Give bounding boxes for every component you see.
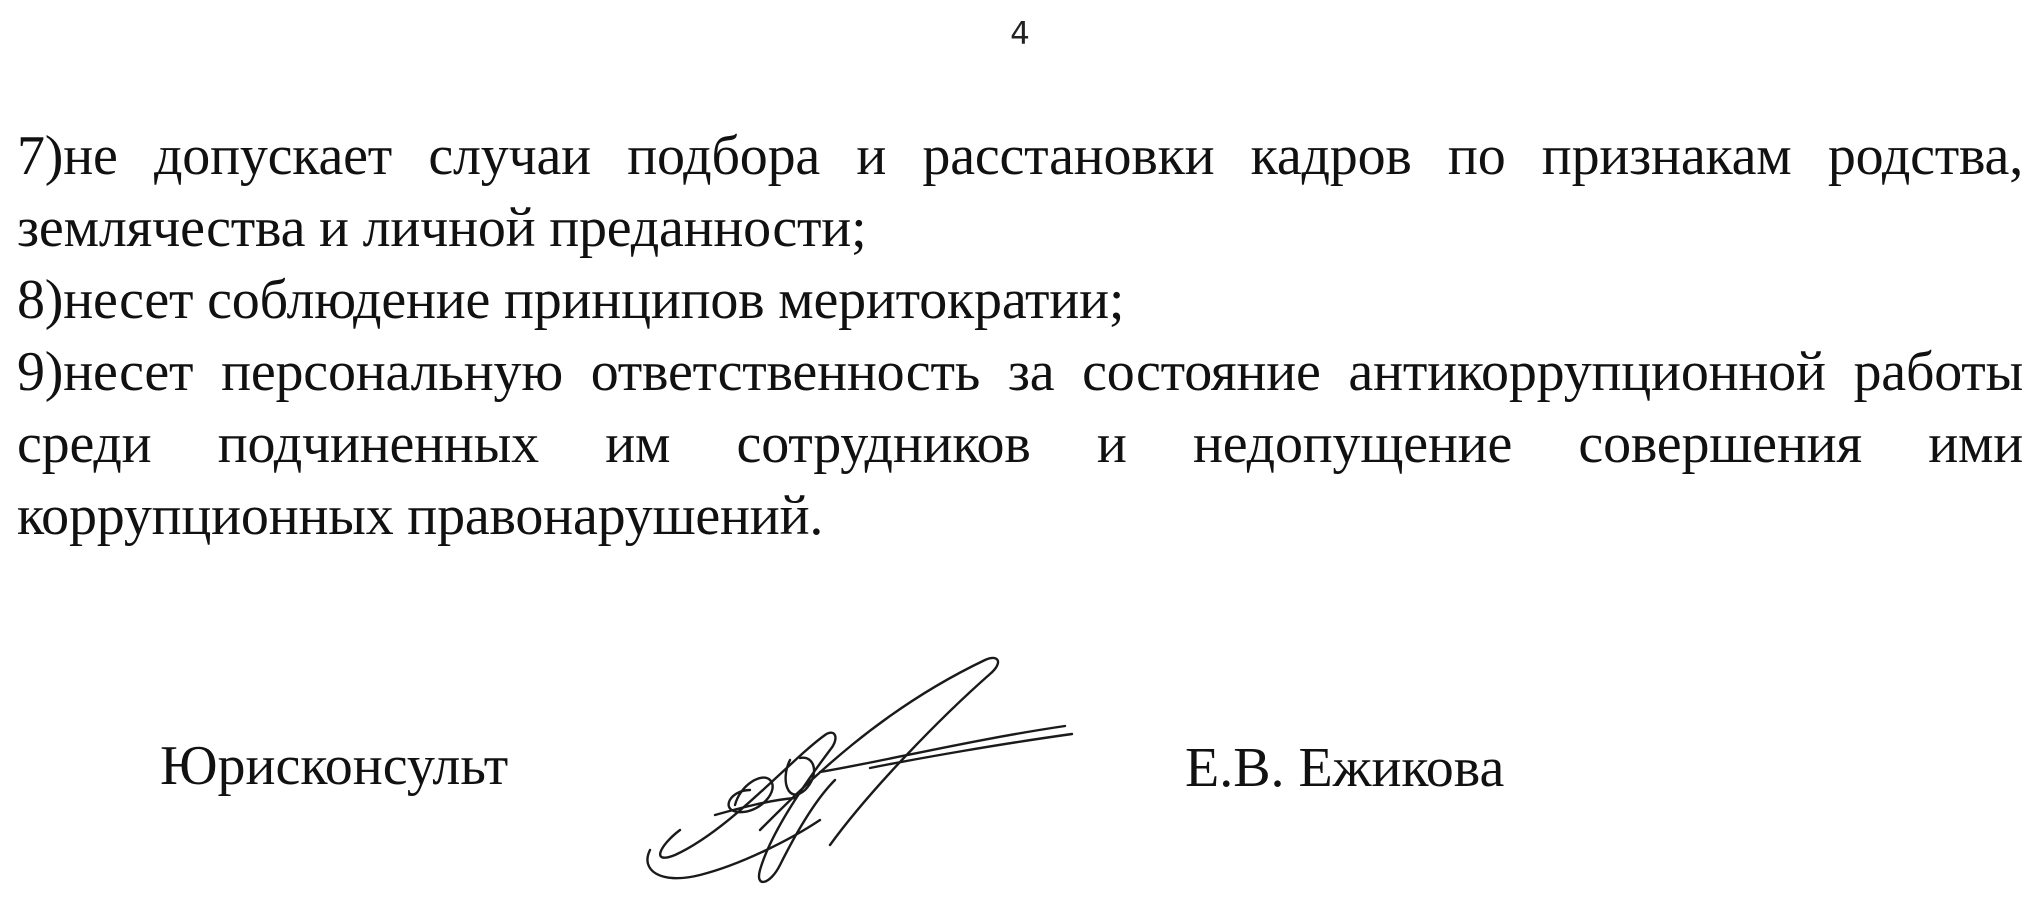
list-item-8: 8)несет соблюдение принципов меритократии; <box>17 269 1125 331</box>
page-number: 4 <box>1010 16 1030 52</box>
handwritten-signature <box>620 640 1090 900</box>
signature-block <box>0 640 2040 905</box>
list-item-7: 7)не допускает случаи подбора и расстановки кадров по признакам родства, землячества и личной преданности; <box>17 125 2023 259</box>
signer-position: Юрисконсульт <box>160 735 509 797</box>
signer-name: Е.В. Ежикова <box>1185 737 1505 799</box>
document-body <box>17 120 2023 552</box>
list-item-9: 9)несет персональную ответственность за состояние антикоррупционной работы среди подчиненных им сотрудников и недопущение совершения ими коррупционных правонарушений. <box>17 341 2023 547</box>
